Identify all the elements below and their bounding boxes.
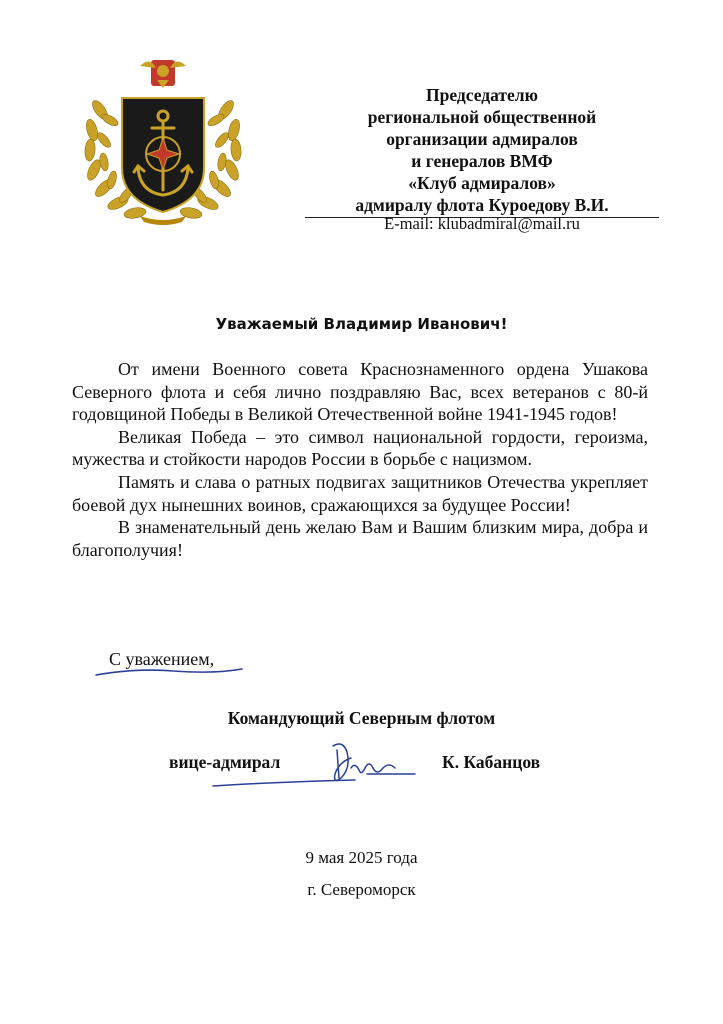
handwritten-signature xyxy=(205,738,423,794)
paragraph: Великая Победа – это символ национальной гордости, героизма, мужества и стойкости народов России в борьбе с нацизмом. xyxy=(72,426,648,470)
addressee-line: организации адмиралов xyxy=(386,129,578,149)
closing-text: С уважением, xyxy=(109,649,215,669)
paragraph: Память и слава о ратных подвигах защитников Отечества укрепляет боевой дух нынешних воинов, сражающихся за будущее России! xyxy=(72,471,648,515)
paragraph: От имени Военного совета Краснознаменного ордена Ушакова Северного флота и себя лично поздравляю Вас, всех ветеранов с 80-й годовщиной Победы в Великой Отечественной войне 1941-1945 годов! xyxy=(72,359,648,425)
rank-label: вице-адмирал xyxy=(169,752,281,772)
closing-underline-stroke xyxy=(94,665,244,679)
addressee-line: региональной общественной xyxy=(367,107,597,127)
email-line: E-mail: klubadmiral@mail.ru xyxy=(384,214,580,233)
addressee-line: Председателю xyxy=(426,85,538,105)
addressee-name: адмиралу флота Куроедову В.И. xyxy=(305,194,659,218)
eagle-crest-icon xyxy=(140,60,186,88)
letter-body xyxy=(72,358,648,561)
salutation: Уважаемый Владимир Иванович! xyxy=(215,315,508,333)
northern-fleet-emblem-icon xyxy=(78,50,248,225)
addressee-line: «Клуб адмиралов» xyxy=(408,173,556,193)
signatory-name: К. Кабанцов xyxy=(442,752,541,772)
addressee-block xyxy=(305,84,659,218)
addressee-line: и генералов ВМФ xyxy=(411,151,553,171)
date-line: 9 мая 2025 года xyxy=(305,848,418,867)
paragraph: В знаменательный день желаю Вам и Вашим близким мира, добра и благополучия! xyxy=(72,517,648,560)
commander-title: Командующий Северным флотом xyxy=(227,708,496,728)
city-line: г. Североморск xyxy=(307,880,416,899)
